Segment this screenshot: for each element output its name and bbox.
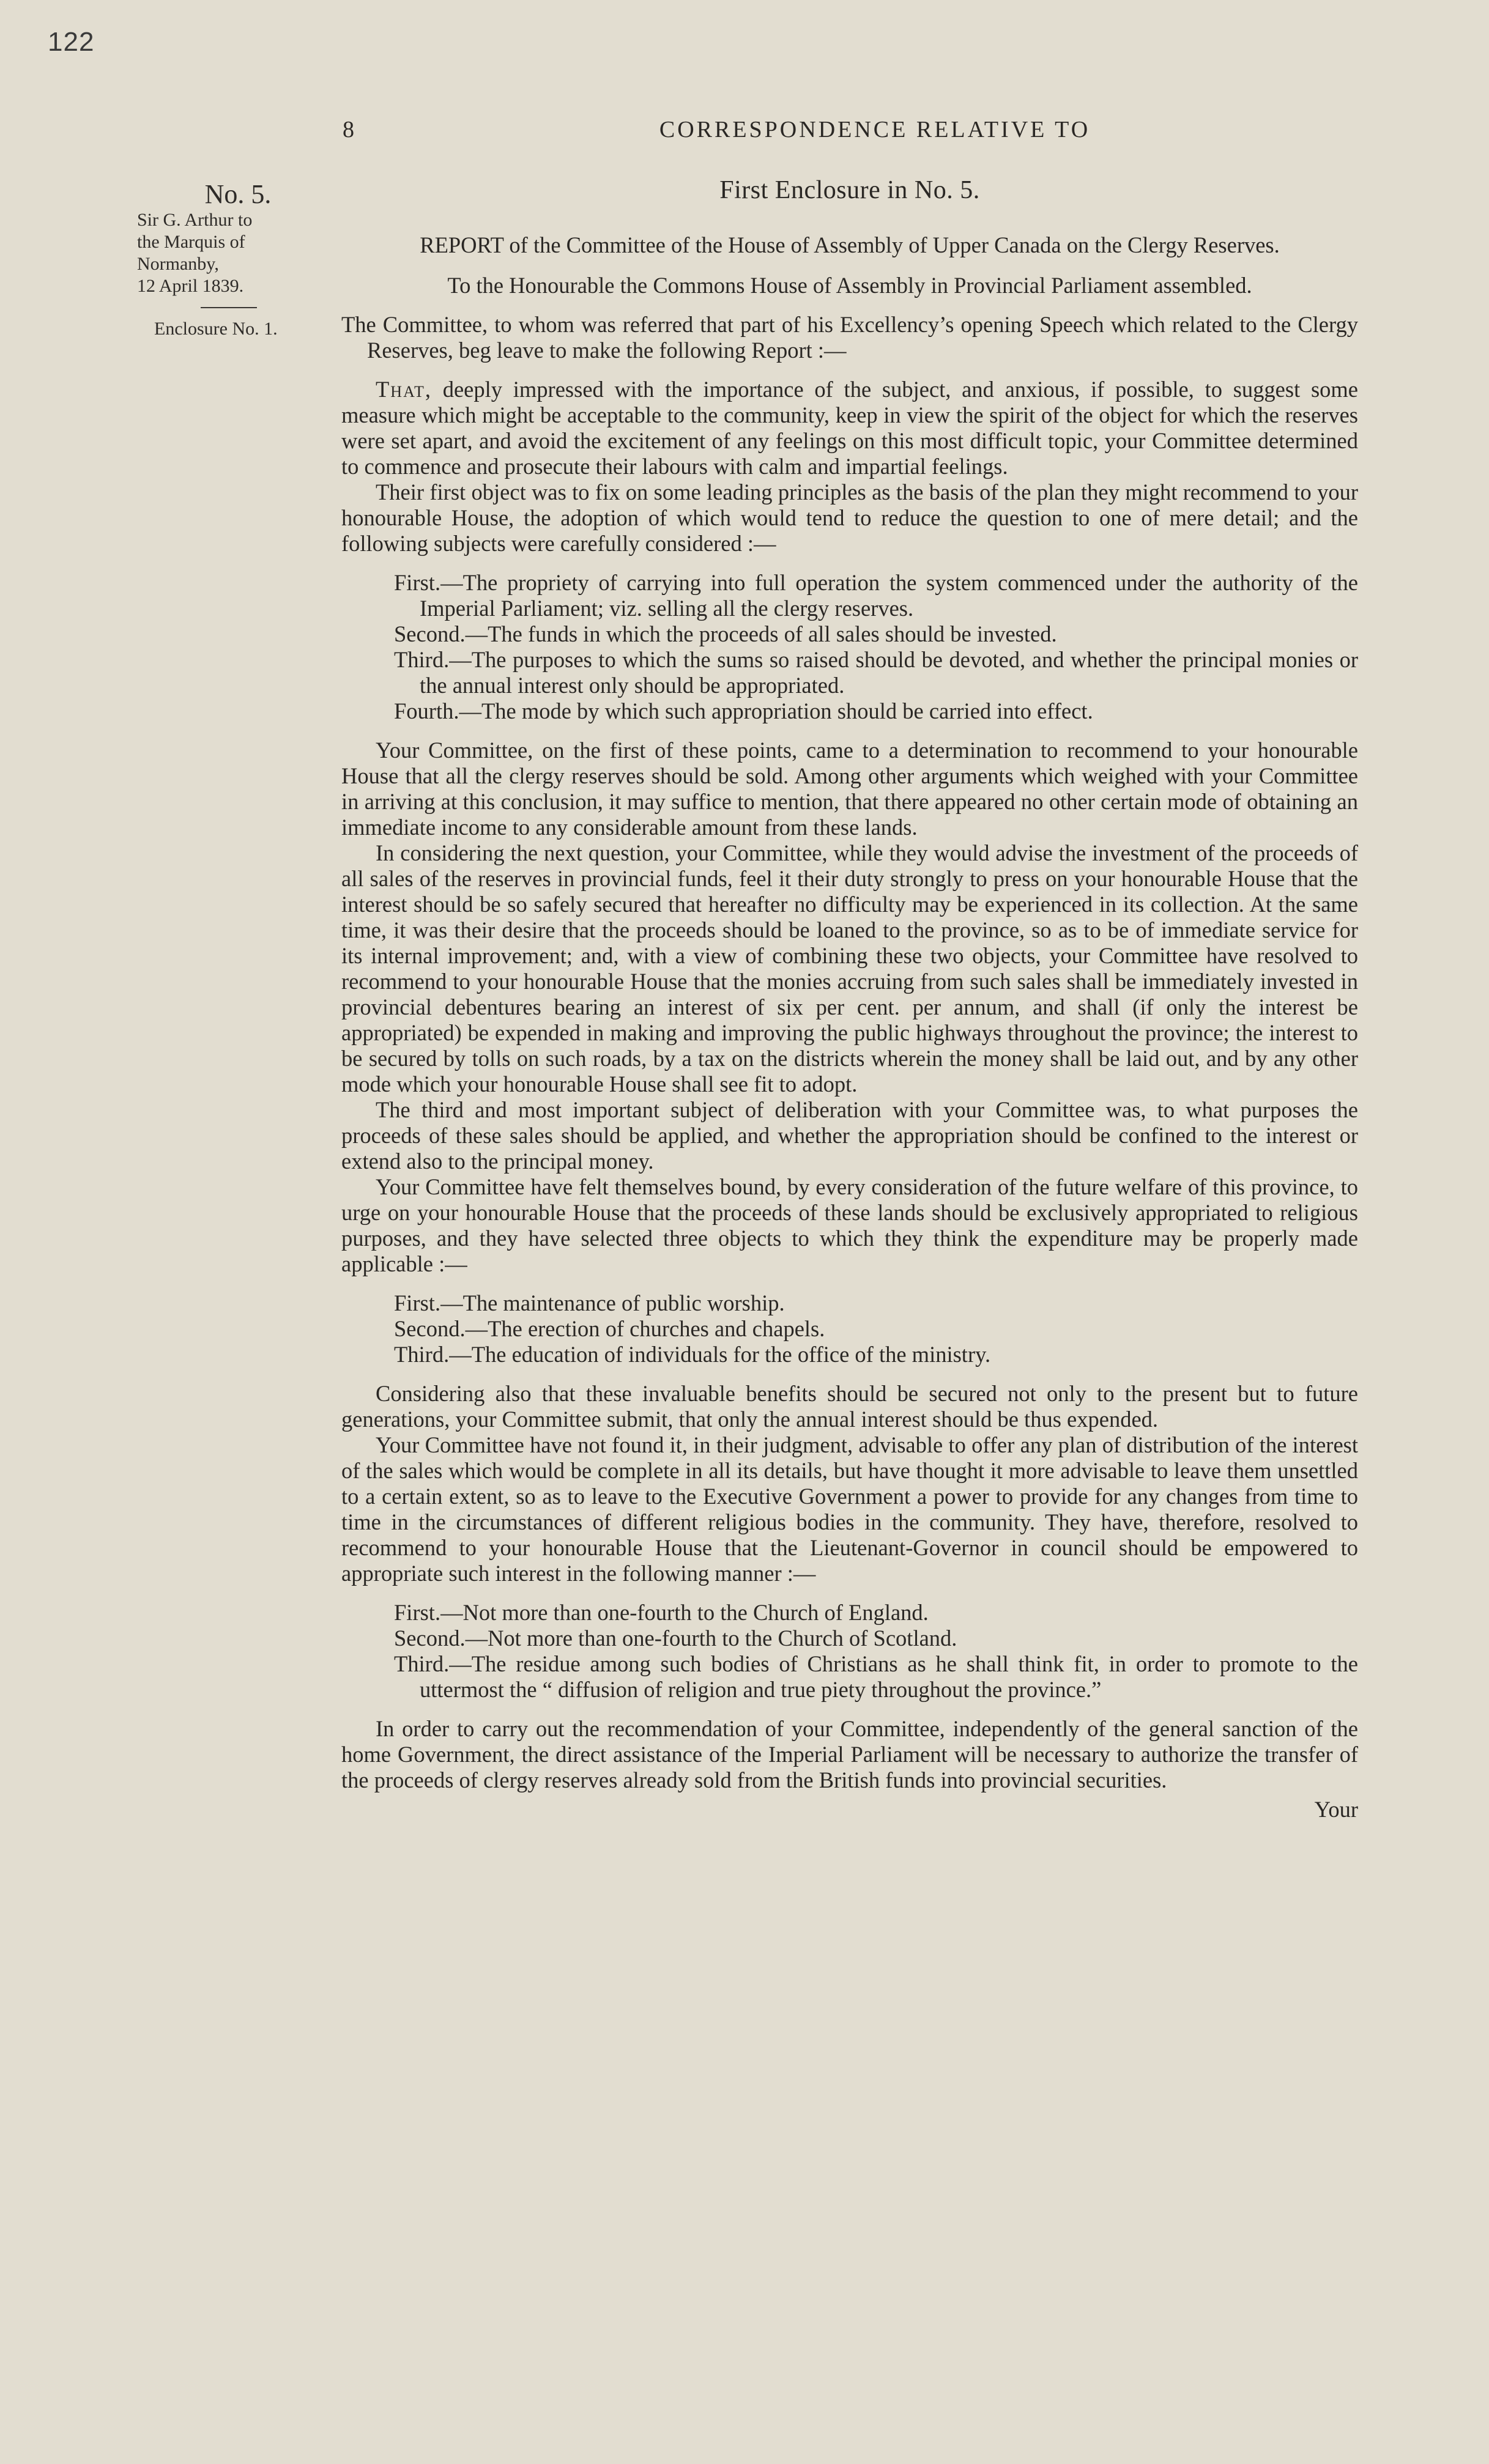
list-item: Third.—The residue among such bodies of Christians as he shall think fit, in order to promote to the uttermost the “ diffusion of religion and true piety throughout the province.”: [394, 1651, 1358, 1702]
list-item: Third.—The purposes to which the sums so raised should be devoted, and whether the principal monies or the annual interest only should be appropriated.: [394, 647, 1358, 698]
intro-paragraph: The Committee, to whom was referred that part of his Excellency’s opening Speech which related to the Clergy Reserves, beg leave to make the following Report :—: [341, 312, 1358, 363]
list-item: First.—The propriety of carrying into full operation the system commenced under the authority of the Imperial Parliament; viz. selling all the clergy reserves.: [394, 570, 1358, 621]
paragraph: In considering the next question, your Committee, while they would advise the investment of the proceeds of all sales of the reserves in provincial funds, feel it their duty strongly to press on your honourable House that the interest should be so safely secured that hereafter no difficulty may be experienced in its collection. At the same time, it was their desire that the proceeds should be loaned to the province, so as to be of immediate service for its internal improvement; and, with a view of combining these two objects, your Committee have resolved to recommend to your honourable House that the monies accruing from such sales shall be immediately invested in provincial debentures bearing an interest of six per cent. per annum, and shall (if only the interest be appropriated) be expended in making and improving the public highways throughout the province; the interest to be secured by tolls on such roads, by a tax on the districts wherein the money shall be laid out, and by any other mode which your honourable House shall see fit to adopt.: [341, 840, 1358, 1097]
list-item: Second.—The funds in which the proceeds of all sales should be invested.: [394, 621, 1057, 646]
margin-note-line: Sir G. Arthur to: [137, 210, 253, 230]
paragraph: The third and most important subject of deliberation with your Committee was, to what purposes the proceeds of these sales should be applied, and whether the appropriation should be confined to the interest or extend also to the principal money.: [341, 1097, 1358, 1174]
subjects-list: [341, 570, 1358, 724]
paragraph: In order to carry out the recommendation of your Committee, independently of the general sanction of the home Government, the direct assistance of the Imperial Parliament will be necessary to authorize the transfer of the proceeds of clergy reserves already sold from the British funds into provincial securities.: [341, 1716, 1358, 1793]
list-item: First.—Not more than one-fourth to the Church of England.: [394, 1600, 929, 1625]
margin-note-number: No. 5.: [204, 179, 272, 209]
paragraph: Considering also that these invaluable benefits should be secured not only to the present but to future generations, your Committee submit, that only the annual interest should be thus expended.: [341, 1381, 1358, 1432]
objects-list: [341, 1290, 1358, 1367]
folio-number: 8: [343, 117, 354, 142]
enclosure-title: First Enclosure in No. 5.: [719, 176, 980, 204]
appropriation-list: [341, 1600, 1358, 1703]
list-item: First.—The maintenance of public worship.: [394, 1290, 785, 1315]
address-line: To the Honourable the Commons House of Assembly in Provincial Parliament assembled.: [447, 273, 1252, 298]
paragraph: [341, 377, 1358, 479]
running-title: CORRESPONDENCE RELATIVE TO: [659, 117, 1091, 142]
paragraph: Your Committee have felt themselves bound, by every consideration of the future welfare of this province, to urge on your honourable House that the proceeds of these lands should be exclusively appropriated to religious purposes, and they have selected three objects to which they think the expenditure may be properly made applicable :—: [341, 1174, 1358, 1276]
catchword: Your: [1314, 1797, 1358, 1822]
margin-note-line: 12 April 1839.: [137, 276, 244, 296]
margin-note-line: Normanby,: [137, 254, 219, 274]
list-item: Third.—The education of individuals for the office of the ministry.: [394, 1342, 991, 1367]
list-item: Second.—Not more than one-fourth to the Church of Scotland.: [394, 1626, 957, 1651]
page-number: 122: [48, 27, 95, 57]
list-item: Fourth.—The mode by which such appropriation should be carried into effect.: [394, 698, 1093, 723]
paragraph-text: deeply impressed with the importance of the subject, and anxious, if possible, to suggest some measure which might be acceptable to the community, keep in view the spirit of the object for which the reserves were set apart, and avoid the excitement of any feelings on this most difficult topic, your Committee determined to commence and prosecute their labours with calm and impartial feelings.: [341, 377, 1358, 479]
lead-word: That,: [376, 377, 432, 402]
report-title: REPORT of the Committee of the House of Assembly of Upper Canada on the Clergy Reserves.: [420, 232, 1280, 257]
margin-note-divider: [201, 307, 257, 308]
margin-note-line: the Marquis of: [137, 232, 245, 252]
document-body: [341, 171, 1358, 1822]
paragraph: Your Committee, on the first of these points, came to a determination to recommend to your honourable House that all the clergy reserves should be sold. Among other arguments which weighed with your Committee in arriving at this conclusion, it may suffice to mention, that there appeared no other certain mode of obtaining an immediate income to any considerable amount from these lands.: [341, 738, 1358, 840]
running-header: [343, 116, 1358, 150]
list-item: Second.—The erection of churches and chapels.: [394, 1316, 825, 1341]
margin-note-enclosure: Enclosure No. 1.: [154, 319, 278, 339]
margin-note: [137, 179, 339, 340]
paragraph: Your Committee have not found it, in their judgment, advisable to offer any plan of distribution of the interest of the sales which would be complete in all its details, but have thought it more advisable to leave them unsettled to a certain extent, so as to leave to the Executive Government a power to provide for any changes from time to time in the circumstances of different religious bodies in the community. They have, therefore, resolved to recommend to your honourable House that the Lieutenant-Governor in council should be empowered to appropriate such interest in the following manner :—: [341, 1432, 1358, 1586]
paragraph: Their first object was to fix on some leading principles as the basis of the plan they might recommend to your honourable House, the adoption of which would tend to reduce the question to one of mere detail; and the following subjects were carefully considered :—: [341, 479, 1358, 556]
